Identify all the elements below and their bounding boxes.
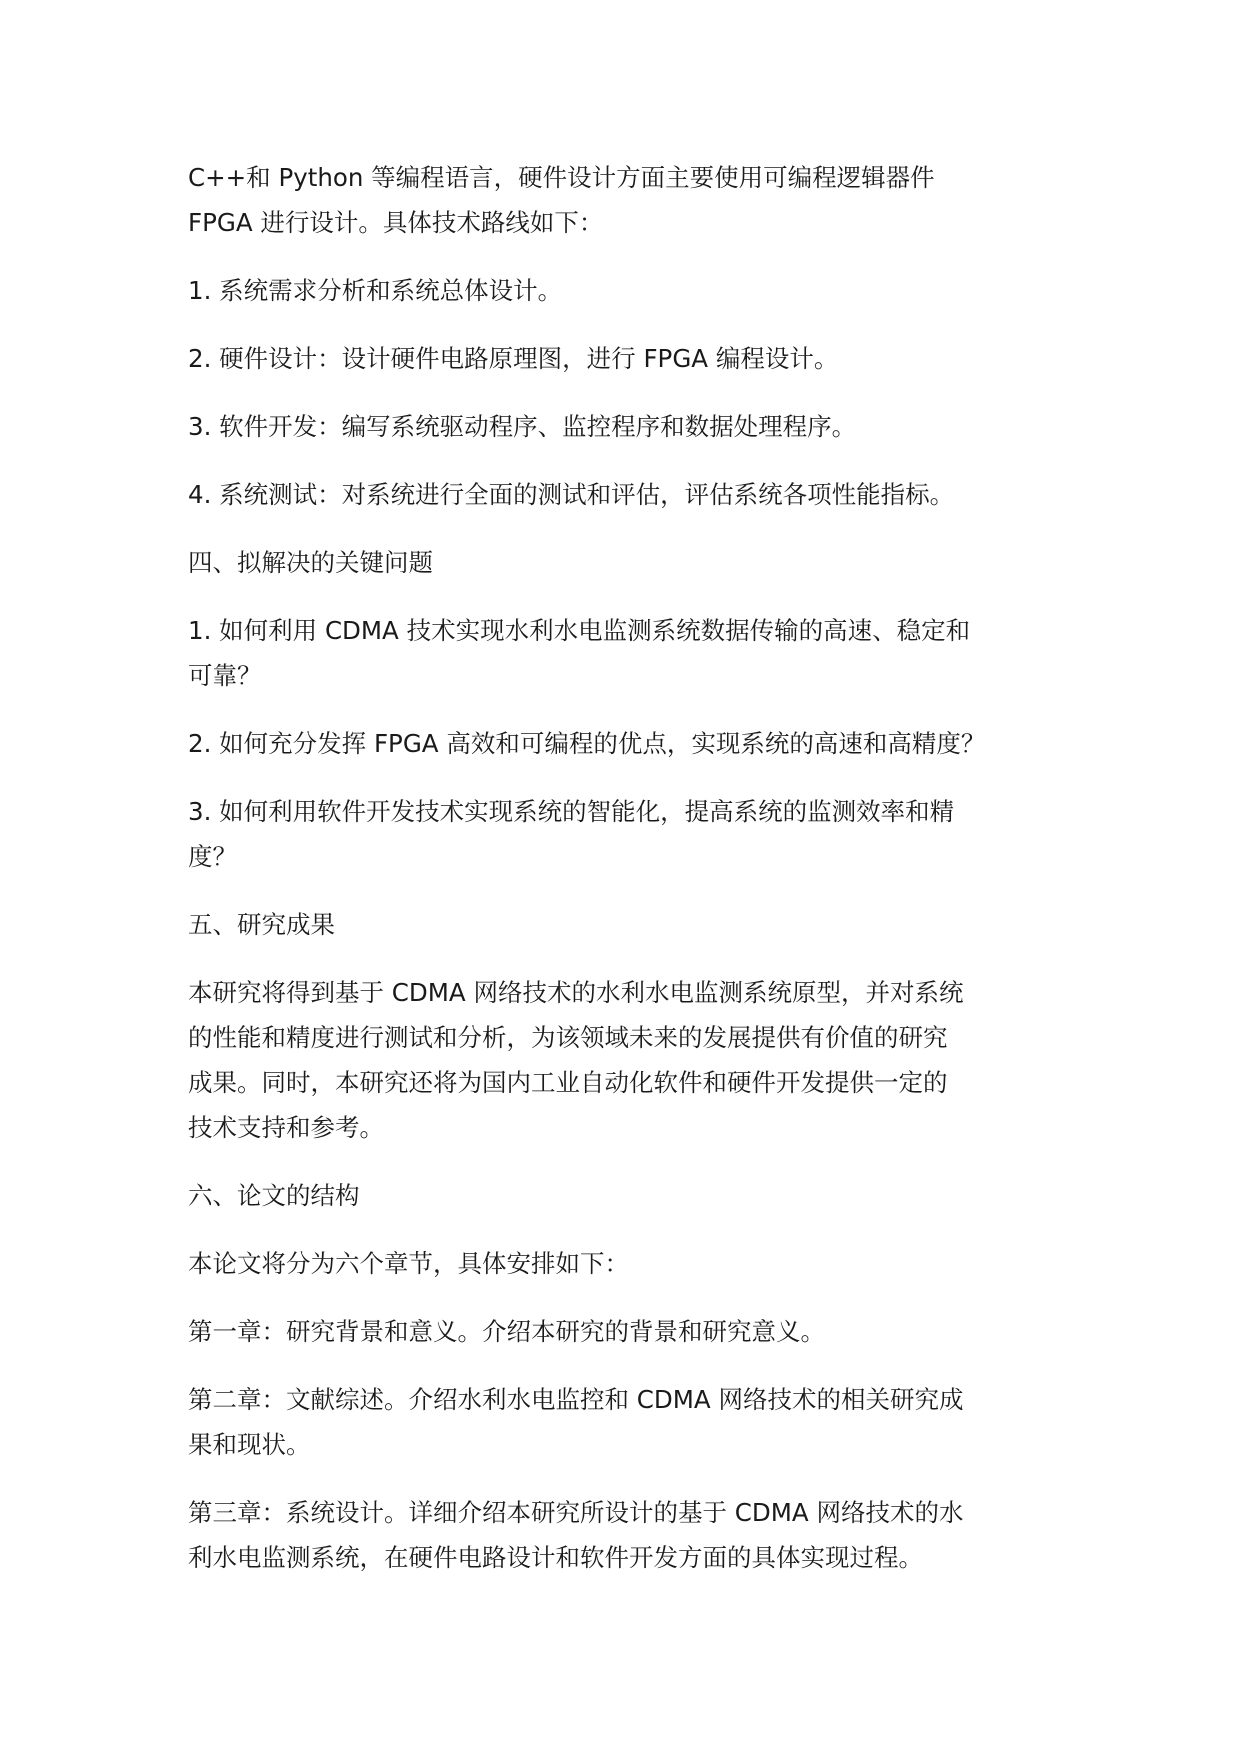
- list-item-problem-3: [188, 789, 1078, 879]
- text-line: 本论文将分为六个章节，具体安排如下：: [188, 1249, 629, 1278]
- paragraph-chapter-2: [188, 1377, 1078, 1467]
- paragraph-chapter-1: [188, 1309, 1078, 1354]
- text-line: 第二章：文献综述。介绍水利水电监控和 CDMA 网络技术的相关研究成: [188, 1385, 964, 1414]
- text-line: 技术支持和参考。: [188, 1113, 384, 1142]
- paragraph-results: [188, 970, 1078, 1150]
- list-item-step-2: [188, 336, 1078, 381]
- text-line: 第一章：研究背景和意义。介绍本研究的背景和研究意义。: [188, 1317, 825, 1346]
- section-heading-structure: [188, 1173, 1078, 1218]
- text-line: 第三章：系统设计。详细介绍本研究所设计的基于 CDMA 网络技术的水: [188, 1498, 964, 1527]
- list-item-problem-2: [188, 721, 1078, 766]
- document-body: [188, 155, 1078, 1603]
- text-line: 利水电监测系统，在硬件电路设计和软件开发方面的具体实现过程。: [188, 1543, 923, 1572]
- section-heading-key-problems: [188, 540, 1078, 585]
- text-line: 度？: [188, 842, 237, 871]
- paragraph-structure-intro: [188, 1241, 1078, 1286]
- text-line: 五、研究成果: [188, 910, 335, 939]
- text-line: 的性能和精度进行测试和分析，为该领域未来的发展提供有价值的研究: [188, 1023, 948, 1052]
- list-item-step-4: [188, 472, 1078, 517]
- text-line: 可靠？: [188, 661, 262, 690]
- text-line: 四、拟解决的关键问题: [188, 548, 433, 577]
- paragraph-chapter-3: [188, 1490, 1078, 1580]
- text-line: 成果。同时，本研究还将为国内工业自动化软件和硬件开发提供一定的: [188, 1068, 948, 1097]
- text-line: 1. 系统需求分析和系统总体设计。: [188, 276, 563, 305]
- text-line: 本研究将得到基于 CDMA 网络技术的水利水电监测系统原型，并对系统: [188, 978, 964, 1007]
- text-line: 六、论文的结构: [188, 1181, 360, 1210]
- list-item-step-3: [188, 404, 1078, 449]
- text-line: C++和 Python 等编程语言，硬件设计方面主要使用可编程逻辑器件: [188, 163, 935, 192]
- text-line: 1. 如何利用 CDMA 技术实现水利水电监测系统数据传输的高速、稳定和: [188, 616, 971, 645]
- text-line: 果和现状。: [188, 1430, 311, 1459]
- text-line: 2. 如何充分发挥 FPGA 高效和可编程的优点，实现系统的高速和高精度？: [188, 729, 986, 758]
- text-line: 4. 系统测试：对系统进行全面的测试和评估，评估系统各项性能指标。: [188, 480, 955, 509]
- section-heading-results: [188, 902, 1078, 947]
- text-line: 3. 软件开发：编写系统驱动程序、监控程序和数据处理程序。: [188, 412, 857, 441]
- text-line: 3. 如何利用软件开发技术实现系统的智能化，提高系统的监测效率和精: [188, 797, 955, 826]
- paragraph-intro-tech: [188, 155, 1078, 245]
- text-line: 2. 硬件设计：设计硬件电路原理图，进行 FPGA 编程设计。: [188, 344, 839, 373]
- list-item-problem-1: [188, 608, 1078, 698]
- list-item-step-1: [188, 268, 1078, 313]
- text-line: FPGA 进行设计。具体技术路线如下：: [188, 208, 604, 237]
